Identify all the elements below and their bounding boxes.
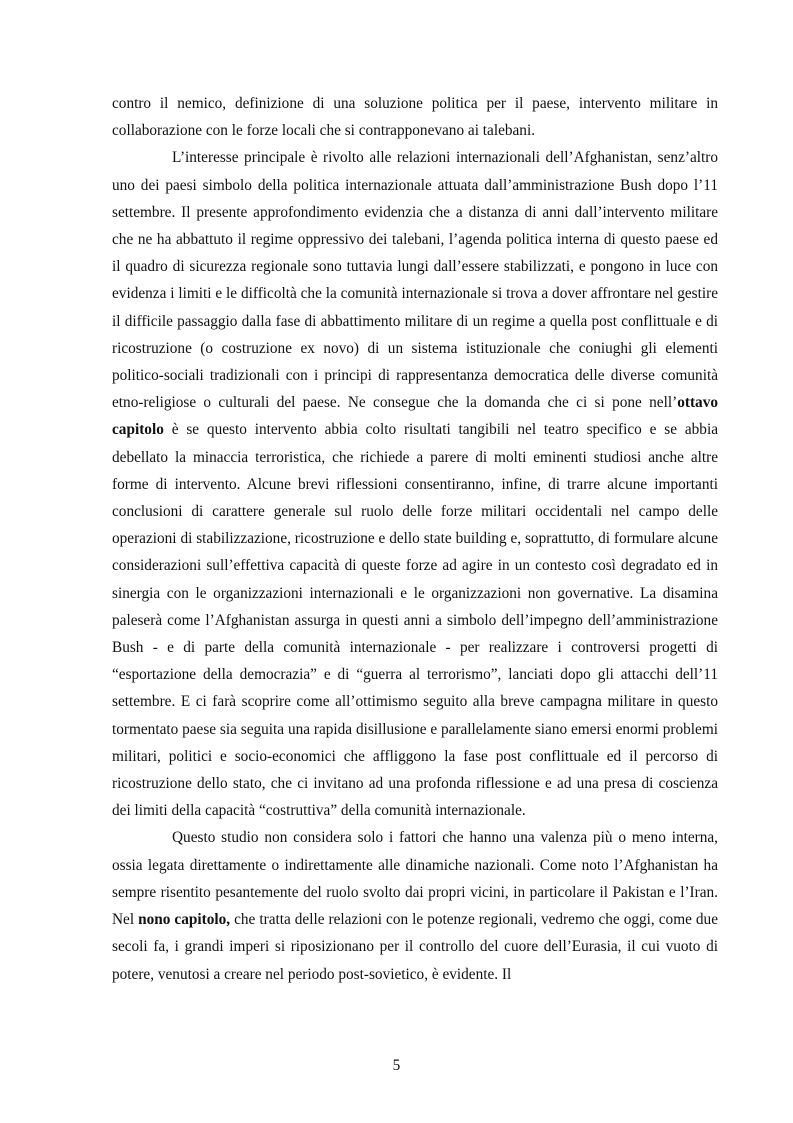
bold-chapter-reference-ninth: nono capitolo,: [138, 911, 231, 929]
paragraph-1: [112, 90, 718, 144]
paragraph-3-text-start: Questo studio non considera solo i fattori che hanno una valenza più o meno interna, ossia legata direttamente o indirettamente alle dinamiche nazionali. Come noto l’Afghanistan ha sempre risentito pesantemente del ruolo svolto dai propri vicini, in particolare il Pakistan e l’Iran. Nel: [112, 829, 718, 929]
page-number: 5: [392, 1057, 401, 1074]
paragraph-2-text-end: è se questo intervento abbia colto risultati tangibili nel teatro specifico e se abbia debellato la minaccia terroristica, che richiede a parere di molti eminenti studiosi anche altre forme di intervento. Alcune brevi riflessioni consentiranno, infine, di trarre alcune importanti conclusioni di carattere generale sul ruolo delle forze militari occidentali nel campo delle operazioni di stabilizzazione, ricostruzione e dello state building e, soprattutto, di formulare alcune considerazioni sull’effettiva capacità di queste forze ad agire in un contesto così degradato ed in sinergia con le organizzazioni internazionali e le organizzazioni non governative. La disamina paleserà come l’Afghanistan assurga in questi anni a simbolo dell’impegno dell’amministrazione Bush - e di parte della comunità internazionale - per realizzare i controversi progetti di “esportazione della democrazia” e di “guerra al terrorismo”, lanciati dopo gli attacchi dell’11 settembre. E ci farà scoprire come all’ottimismo seguito alla breve campagna militare in questo tormentato paese sia seguita una rapida disillusione e parallelamente siano emersi enormi problemi militari, politici e socio-economici che affliggono la fase post conflittuale ed il percorso di ricostruzione dello stato, che ci invitano ad una profonda riflessione e ad una presa di coscienza dei limiti della capacità “costruttiva” della comunità internazionale.: [112, 421, 718, 820]
paragraph-3: [112, 824, 718, 987]
paragraph-2-text-start: L’interesse principale è rivolto alle relazioni internazionali dell’Afghanistan, senz’altro uno dei paesi simbolo della politica internazionale attuata dall’amministrazione Bush dopo l’11 settembre. Il presente approfondimento evidenzia che a distanza di anni dall’intervento militare che ne ha abbattuto il regime oppressivo dei talebani, l’agenda politica interna di questo paese ed il quadro di sicurezza regionale sono tuttavia lungi dall’essere stabilizzati, e pongono in luce con evidenza i limiti e le difficoltà che la comunità internazionale si trova a dover affrontare nel gestire il difficile passaggio dalla fase di abbattimento militare di un regime a quella post conflittuale e di ricostruzione (o costruzione ex novo) di un sistema istituzionale che coniughi gli elementi politico-sociali tradizionali con i principi di rappresentanza democratica delle diverse comunità etno-religiose o culturali del paese. Ne consegue che la domanda che ci si pone nell’: [112, 149, 718, 412]
body-text: [112, 90, 718, 988]
bold-chapter-reference-eighth: ottavo capitolo: [112, 394, 718, 439]
paragraph-3-text-end: che tratta delle relazioni con le potenze regionali, vedremo che oggi, come due secoli fa, i grandi imperi si riposizionano per il controllo del cuore dell’Eurasia, il cui vuoto di potere, venutosi a creare nel periodo post-sovietico, è evidente. Il: [112, 911, 718, 983]
paragraph-2: [112, 144, 718, 824]
paragraph-1-text: contro il nemico, definizione di una soluzione politica per il paese, intervento militare in collaborazione con le forze locali che si contrapponevano ai talebani.: [112, 95, 718, 140]
